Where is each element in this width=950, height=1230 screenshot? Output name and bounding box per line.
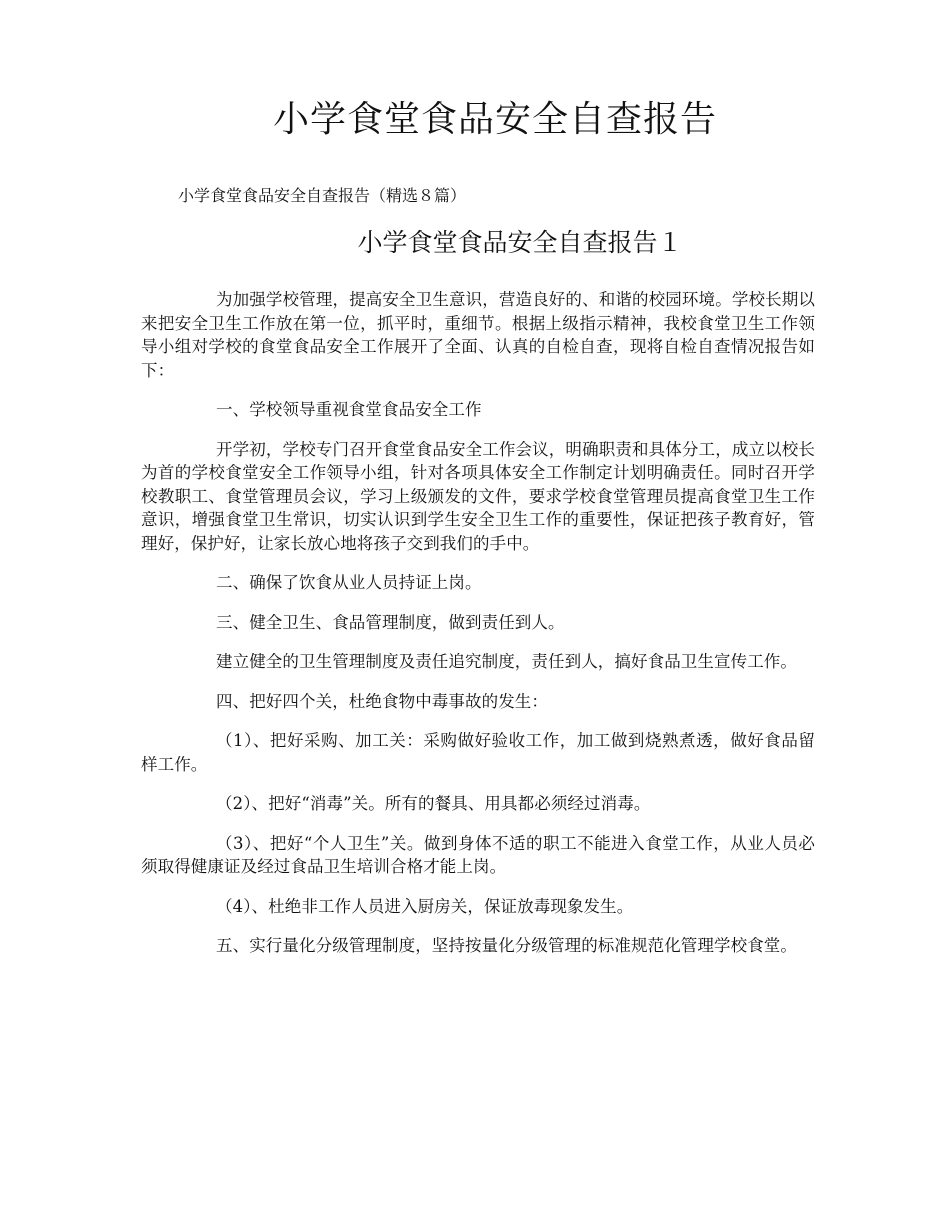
intro-paragraph: 为加强学校管理，提高安全卫生意识，营造良好的、和谐的校园环境。学校长期以来把安全卫生工作放在第一位，抓平时，重细节。根据上级指示精神，我校食堂卫生工作领导小组对学校的食堂食品安全工作展开了全面、认真的自检自查，现将自检自查情况报告如下： xyxy=(141,290,815,380)
leadership-paragraph: 开学初，学校专门召开食堂食品安全工作会议，明确职责和具体分工，成立以校长为首的学校食堂安全工作领导小组，针对各项具体安全工作制定计划明确责任。同时召开学校教职工、食堂管理员会议，学习上级颁发的文件，要求学校食堂管理员提高食堂卫生工作意识，增强食堂卫生常识，切实认识到学生安全卫生工作的重要性，保证把孩子教育好，管理好，保护好，让家长放心地将孩子交到我们的手中。 xyxy=(141,439,815,553)
heading-leadership: 一、学校领导重视食堂食品安全工作 xyxy=(216,400,482,419)
checkpoint-1: （1）、把好采购、加工关：采购做好验收工作，加工做到烧熟煮透，做好食品留样工作。 xyxy=(141,731,815,774)
document-subtitle: 小学食堂食品安全自查报告（精选８篇） xyxy=(178,186,467,205)
heading-certified-staff: 二、确保了饮食从业人员持证上岗。 xyxy=(216,573,482,592)
section-title: 小学食堂食品安全自查报告１ xyxy=(357,228,683,257)
document-title: 小学食堂食品安全自查报告 xyxy=(272,99,717,140)
checkpoint-3: （3）、把好“个人卫生”关。做到身体不适的职工不能进入食堂工作，从业人员必须取得健康证及经过食品卫生培训合格才能上岗。 xyxy=(141,833,815,876)
checkpoint-2: （2）、把好“消毒”关。所有的餐具、用具都必须经过消毒。 xyxy=(216,794,651,813)
heading-graded-management: 五、实行量化分级管理制度，坚持按量化分级管理的标准规范化管理学校食堂。 xyxy=(216,936,797,955)
heading-management-system: 三、健全卫生、食品管理制度，做到责任到人。 xyxy=(216,612,565,632)
checkpoint-4: （4）、杜绝非工作人员进入厨房关，保证放毒现象发生。 xyxy=(216,896,634,916)
heading-four-checkpoints: 四、把好四个关，杜绝食物中毒事故的发生： xyxy=(216,691,548,711)
document-body xyxy=(141,288,815,974)
management-system-paragraph: 建立健全的卫生管理制度及责任追究制度，责任到人，搞好食品卫生宣传工作。 xyxy=(216,652,797,671)
